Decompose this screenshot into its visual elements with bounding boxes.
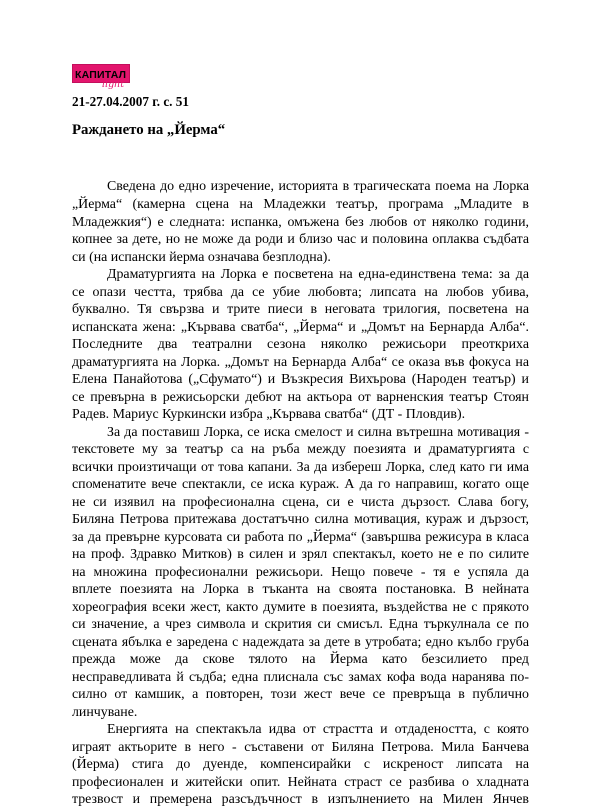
text-line: трезвост и премерена разсъдъчност в изпълнението на Милен Янчев bbox=[72, 792, 529, 807]
text-line: силно от камшик, а повторен, този жест вече се превръща в публично bbox=[72, 687, 529, 702]
text-line: професионален и житейски опит. Нейната страст се разбива о хладната bbox=[72, 775, 529, 790]
text-line: Елена Панайотова („Сфумато“) и Възкресия Вихърова (Народен театър) и bbox=[72, 372, 529, 387]
article-title: Раждането на „Йерма“ bbox=[72, 122, 226, 138]
text-line: несправедливата й съдба; една плиснала със замах кофа вода наранява по- bbox=[72, 670, 529, 685]
text-line: Радев. Мариус Куркински избра „Кървава сватба“ (ДТ - Пловдив). bbox=[72, 407, 466, 422]
text-line: За да поставиш Лорка, се иска смелост и силна вътрешна мотивация - bbox=[107, 425, 529, 440]
text-line: за да превърне курсовата си работа по „Йерма“ (завършва режисура в класа bbox=[72, 530, 529, 545]
text-line: Младежкия“) е следната: испанка, омъжена без любов от няколко години, bbox=[72, 215, 529, 230]
text-line: драматургията на Лорка. „Домът на Бернарда Алба“ се оказа във фокуса на bbox=[72, 355, 529, 370]
text-line: всички произтичащи от това капани. За да избереш Лорка, след като ги има bbox=[72, 460, 529, 475]
text-line: „Йерма“ (камерна сцена на Младежки театър, програма „Младите в bbox=[72, 197, 529, 212]
logo-name: КАПИТАЛ bbox=[75, 69, 127, 81]
text-line: (Йерма) стига до дуенде, компенсирайки с искреност липсата на bbox=[72, 757, 529, 772]
text-line: Драматургията на Лорка е посветена на една-единствена тема: за да bbox=[107, 267, 529, 282]
text-line: не си изявил на професионална сцена, си е чиста дързост. Слава богу, bbox=[72, 495, 529, 510]
text-line: хореография всеки жест, както думите в поезията, въздейства не с прякото bbox=[72, 600, 529, 615]
text-line: Енергията на спектакъла идва от страстта и отдадеността, с която bbox=[107, 722, 529, 737]
text-line: копнее за дете, но не може да роди и близо час и половина оплаква съдбата bbox=[72, 232, 529, 247]
text-line: сцената ябълка е заредена с надеждата за дете в утробата; едно кълбо груба bbox=[72, 635, 529, 650]
text-line: прежда може да скове тялото на Йерма като безсилието пред bbox=[72, 652, 529, 667]
text-line: се превърна в режисьорски дебют на актьора от варненския театър Стоян bbox=[72, 390, 529, 405]
text-line: Последните два театрални сезона няколко режисьори преоткриха bbox=[72, 337, 529, 352]
text-line: на множина професионални режисьори. Нещо повече - тя е успяла да bbox=[72, 565, 529, 580]
kapital-logo bbox=[72, 62, 136, 92]
text-line: си значение, а чрез символа и скрития си смисъл. Една търкулнала се по bbox=[72, 617, 529, 632]
text-line: буквално. Тя свързва и трите пиеси в неговата трилогия, посветена на bbox=[72, 302, 529, 317]
text-line: текстовете му за театър са на ръба между поезията и драматургията с bbox=[72, 442, 529, 457]
logo-subtitle: light bbox=[102, 79, 125, 90]
text-line: на проф. Здравко Митков) в силен и зрял спектакъл, което не е по силите bbox=[72, 547, 529, 562]
text-line: споменатите вече спектакли, се иска кураж. А да го направиш, когато още bbox=[72, 477, 529, 492]
text-line: испанската жена: „Кървава сватба“, „Йерма“ и „Домът на Бернарда Алба“. bbox=[72, 320, 529, 335]
text-line: се опази честта, трябва да се убие любовта; липсата на любов убива, bbox=[72, 285, 529, 300]
text-line: линчуване. bbox=[72, 705, 138, 720]
text-line: Сведена до едно изречение, историята в трагическата поема на Лорка bbox=[107, 179, 529, 194]
text-line: Биляна Петрова притежава достатъчно силна мотивация, кураж и дързост, bbox=[72, 512, 529, 527]
text-line: вплете поезията на Лорка в тъканта на своята постановка. В нейната bbox=[72, 582, 529, 597]
issue-info: 21-27.04.2007 г. с. 51 bbox=[72, 94, 189, 109]
text-line: играят актьорите в него - съставени от Биляна Петрова. Мила Банчева bbox=[72, 740, 529, 755]
text-line: си (на испански йерма означава безплодна). bbox=[72, 250, 331, 265]
